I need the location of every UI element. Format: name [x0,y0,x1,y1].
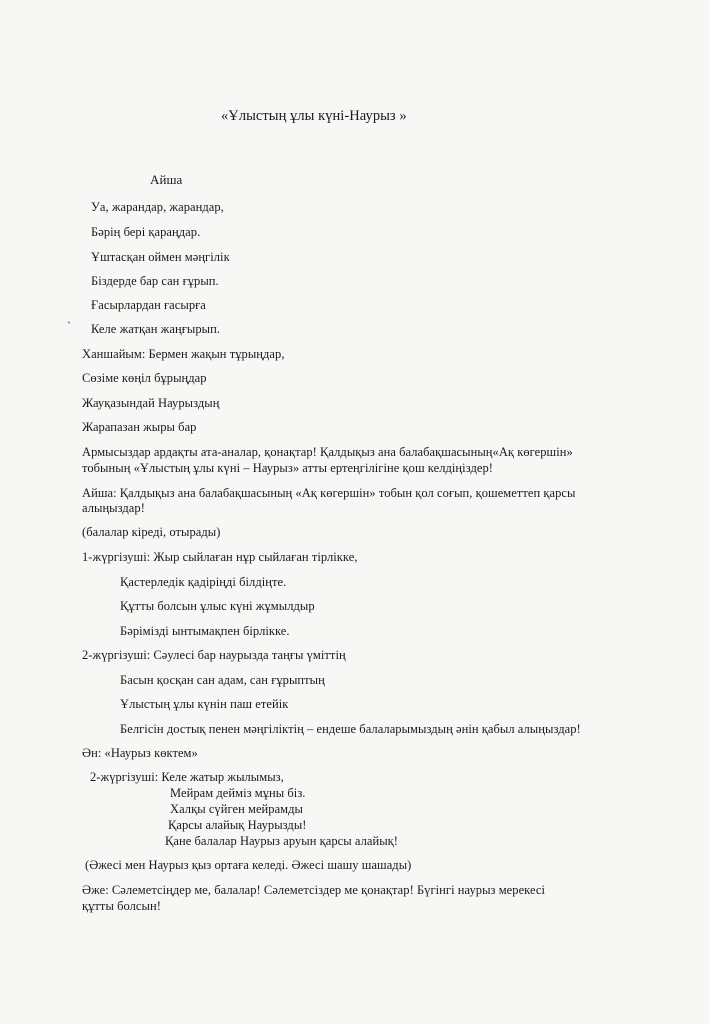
verse-line: 2-жүргізуші: Келе жатыр жылымыз, [90,770,284,784]
verse-line: Қане балалар Наурыз аруын қарсы алайық! [165,834,398,848]
poem-line: Келе жатқан жаңғырып. [91,322,220,336]
paragraph-line: Әже: Сәлеметсіңдер ме, балалар! Сәлеметсіздер ме қонақтар! Бүгінгі наурыз мерекесі [82,883,546,897]
poem-line: Біздерде бар сан ғұрып. [91,274,219,288]
verse-line: Белгісін достық пенен мәңгіліктің – ендеше балаларымыздың әнін қабыл алыңыздар! [120,722,581,736]
paragraph-line: Айша: Қалдықыз ана балабақшасының «Ақ көгершін» тобын қол соғып, қошеметтеп қарсы [82,486,576,500]
poem-line: Бәрің бері қараңдар. [91,225,201,239]
paragraph-line: тобының «Ұлыстың ұлы күні – Наурыз» атты ертеңгілігіне қош келдіңіздер! [82,461,493,475]
poem-line: Уа, жарандар, жарандар, [91,200,224,214]
stray-mark: ` [67,319,72,333]
dialogue-line: Жарапазан жыры бар [82,420,197,434]
verse-line: Халқы сүйген мейрамды [170,802,303,816]
verse-line: Құтты болсын ұлыс күні жұмылдыр [120,599,315,613]
verse-line: Қастерледік қадіріңді білдіңте. [120,575,287,589]
verse-line: Бәрімізді ынтымақпен бірлікке. [120,624,290,638]
paragraph-line: құтты болсын! [82,899,161,913]
paragraph-line: алыңыздар! [82,501,145,515]
dialogue-line: Сөзіме көңіл бұрыңдар [82,371,207,385]
verse-line: Қарсы алайық Наурызды! [168,818,307,832]
verse-line: 1-жүргізуші: Жыр сыйлаған нұр сыйлаған тірлікке, [82,550,358,564]
poem-line: Ұштасқан оймен мәңгілік [91,250,230,264]
paragraph-line: Армысыздар ардақты ата-аналар, қонақтар! Қалдықыз ана балабақшасының«Ақ көгершін» [82,445,573,459]
dialogue-line: Ханшайым: Бермен жақын тұрыңдар, [82,347,285,361]
stage-direction: (Әжесі мен Наурыз қыз ортаға келеді. Әжесі шашу шашады) [85,858,412,872]
stage-direction: (балалар кіреді, отырады) [82,525,221,539]
verse-line: Ұлыстың ұлы күнін паш етейік [120,697,289,711]
dialogue-line: Жауқазындай Наурыздың [82,396,220,410]
verse-line: Басын қосқан сан адам, сан ғұрыптың [120,673,325,687]
speaker-aisha: Айша [150,172,183,187]
poem-line: Ғасырлардан ғасырға [91,298,206,312]
verse-line: 2-жүргізуші: Сәулесі бар наурызда таңғы үміттің [82,648,346,662]
document-title: «Ұлыстың ұлы күні-Наурыз » [221,108,407,124]
song-title: Ән: «Наурыз көктем» [82,746,198,760]
verse-line: Мейрам дейміз мұны біз. [170,786,306,800]
